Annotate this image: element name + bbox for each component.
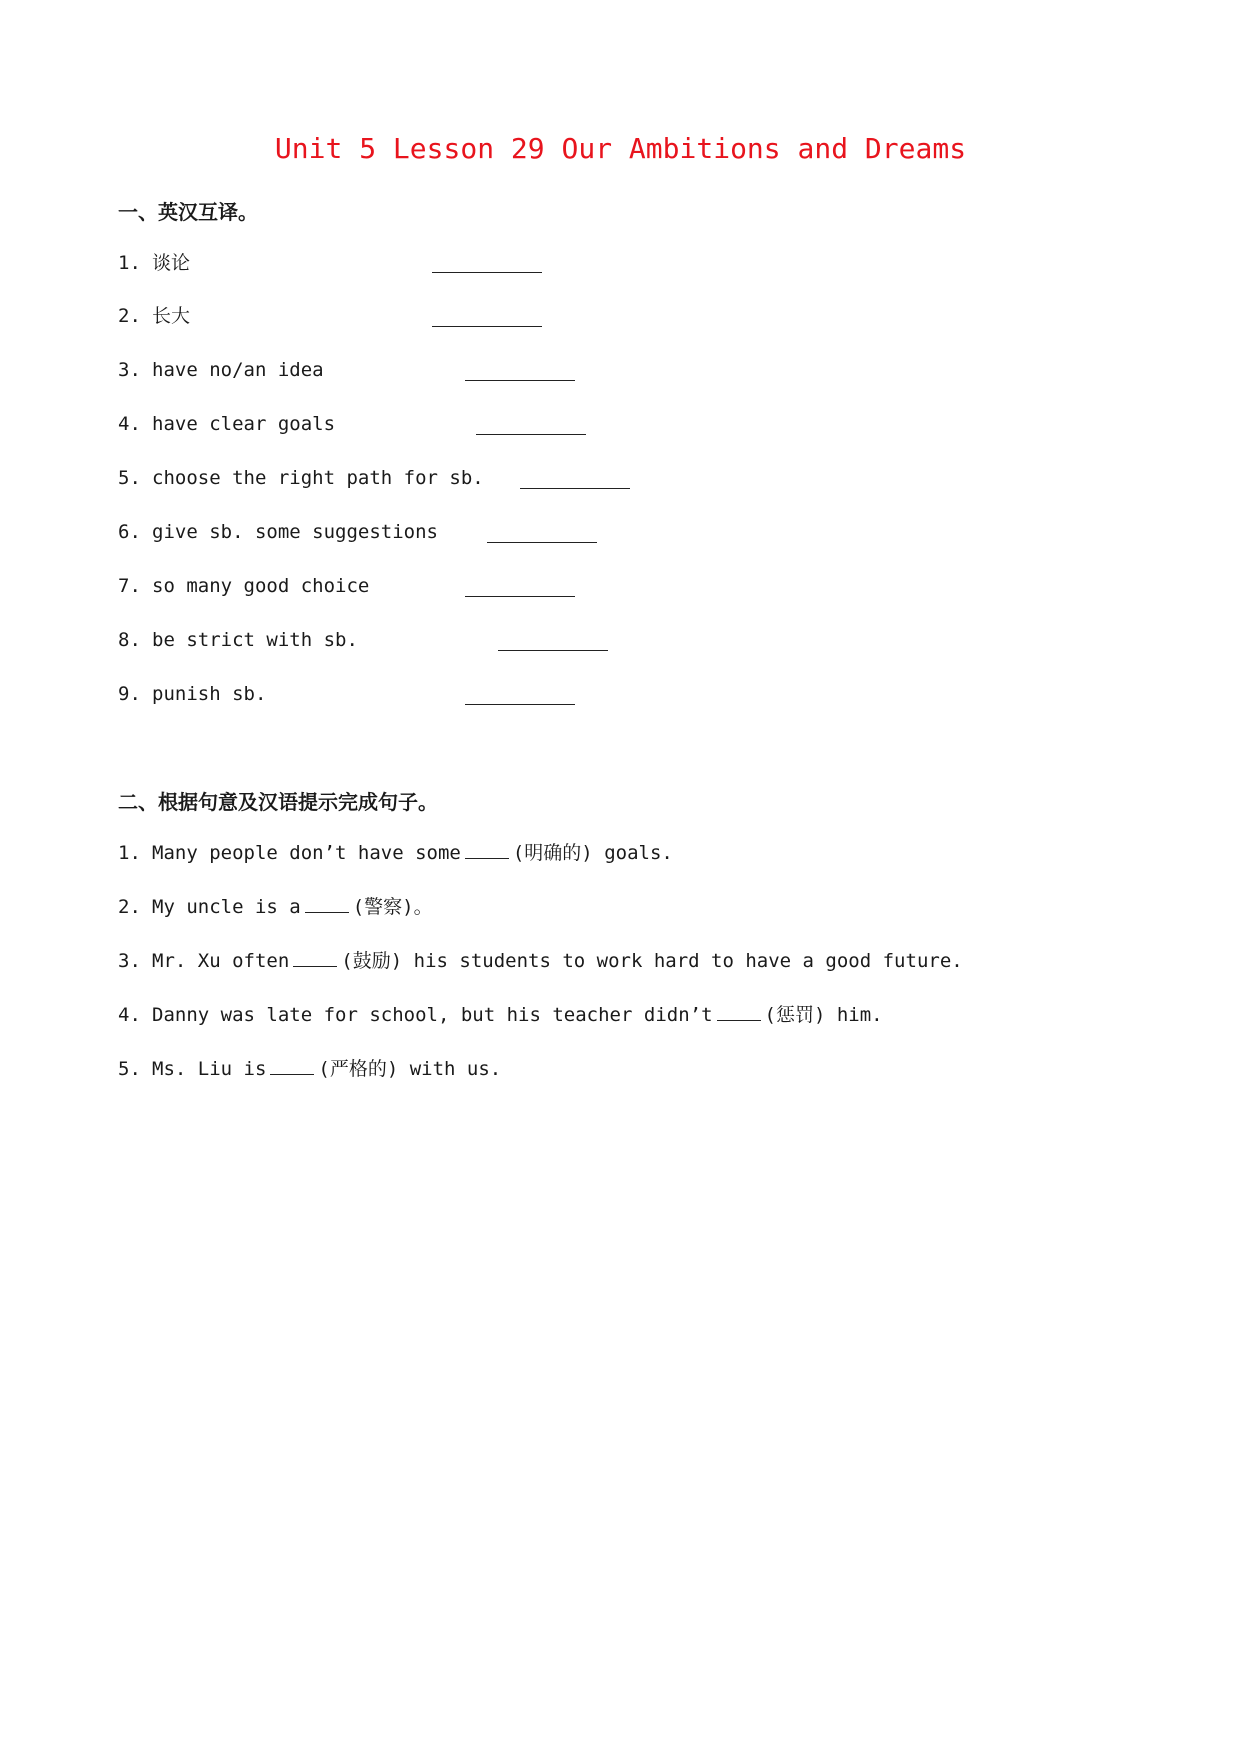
answer-blank[interactable] [305,892,349,913]
item-text: choose the right path for sb. [152,467,484,489]
sentence-before: My uncle is a [152,896,301,918]
item-number: 1. [118,252,141,274]
answer-blank[interactable] [717,1000,761,1021]
sentence-before: Many people don’t have some [152,842,461,864]
list-item [118,302,190,330]
item-text: 长大 [152,305,191,327]
item-text: have clear goals [152,413,336,435]
list-item [118,680,266,708]
answer-blank[interactable] [498,650,608,651]
item-number: 2. [118,896,141,918]
page-title: Unit 5 Lesson 29 Our Ambitions and Dreams [274,132,967,165]
answer-blank[interactable] [432,272,542,273]
list-item [118,626,358,654]
answer-blank[interactable] [293,946,337,967]
item-text: be strict with sb. [152,629,358,651]
answer-blank[interactable] [465,704,575,705]
item-text: give sb. some suggestions [152,521,438,543]
list-item [118,572,369,600]
item-number: 7. [118,575,141,597]
item-number: 9. [118,683,141,705]
item-number: 4. [118,1004,141,1026]
sentence-after: 。 [413,896,433,918]
item-text: have no/an idea [152,359,324,381]
sentence-after: with us. [409,1058,502,1080]
item-number: 8. [118,629,141,651]
sentence-after: goals. [604,842,673,864]
sentence-before: Ms. Liu is [152,1058,267,1080]
answer-blank[interactable] [432,326,542,327]
item-number: 5. [118,1058,141,1080]
item-number: 2. [118,305,141,327]
answer-blank[interactable] [465,596,575,597]
list-item [118,464,484,492]
sentence-after: his students to work hard to have a good future. [413,950,963,972]
sentence-hint: (惩罚) [764,1004,826,1026]
item-number: 3. [118,950,141,972]
answer-blank[interactable] [487,542,597,543]
item-number: 6. [118,521,141,543]
section-heading-translation: 一、英汉互译。 [118,200,258,224]
list-item [118,838,673,866]
item-number: 1. [118,842,141,864]
sentence-before: Mr. Xu often [152,950,290,972]
sentence-hint: (明确的) [512,842,593,864]
list-item [118,1000,883,1028]
answer-blank[interactable] [476,434,586,435]
list-item [118,356,324,384]
section-heading-complete-sentences: 二、根据句意及汉语提示完成句子。 [118,790,438,814]
sentence-before: Danny was late for school, but his teacher didn’t [152,1004,713,1026]
sentence-hint: (鼓励) [341,950,403,972]
item-text: so many good choice [152,575,370,597]
answer-blank[interactable] [270,1054,314,1075]
sentence-hint: (严格的) [318,1058,399,1080]
item-number: 4. [118,413,141,435]
list-item [118,410,335,438]
list-item [118,518,438,546]
sentence-hint: (警察) [352,896,414,918]
item-number: 5. [118,467,141,489]
sentence-after: him. [836,1004,883,1026]
answer-blank[interactable] [520,488,630,489]
list-item [118,946,963,974]
list-item [118,1054,501,1082]
item-text: 谈论 [152,252,191,274]
list-item [118,249,190,277]
item-number: 3. [118,359,141,381]
answer-blank[interactable] [465,380,575,381]
item-text: punish sb. [152,683,267,705]
list-item [118,892,433,920]
answer-blank[interactable] [465,838,509,859]
